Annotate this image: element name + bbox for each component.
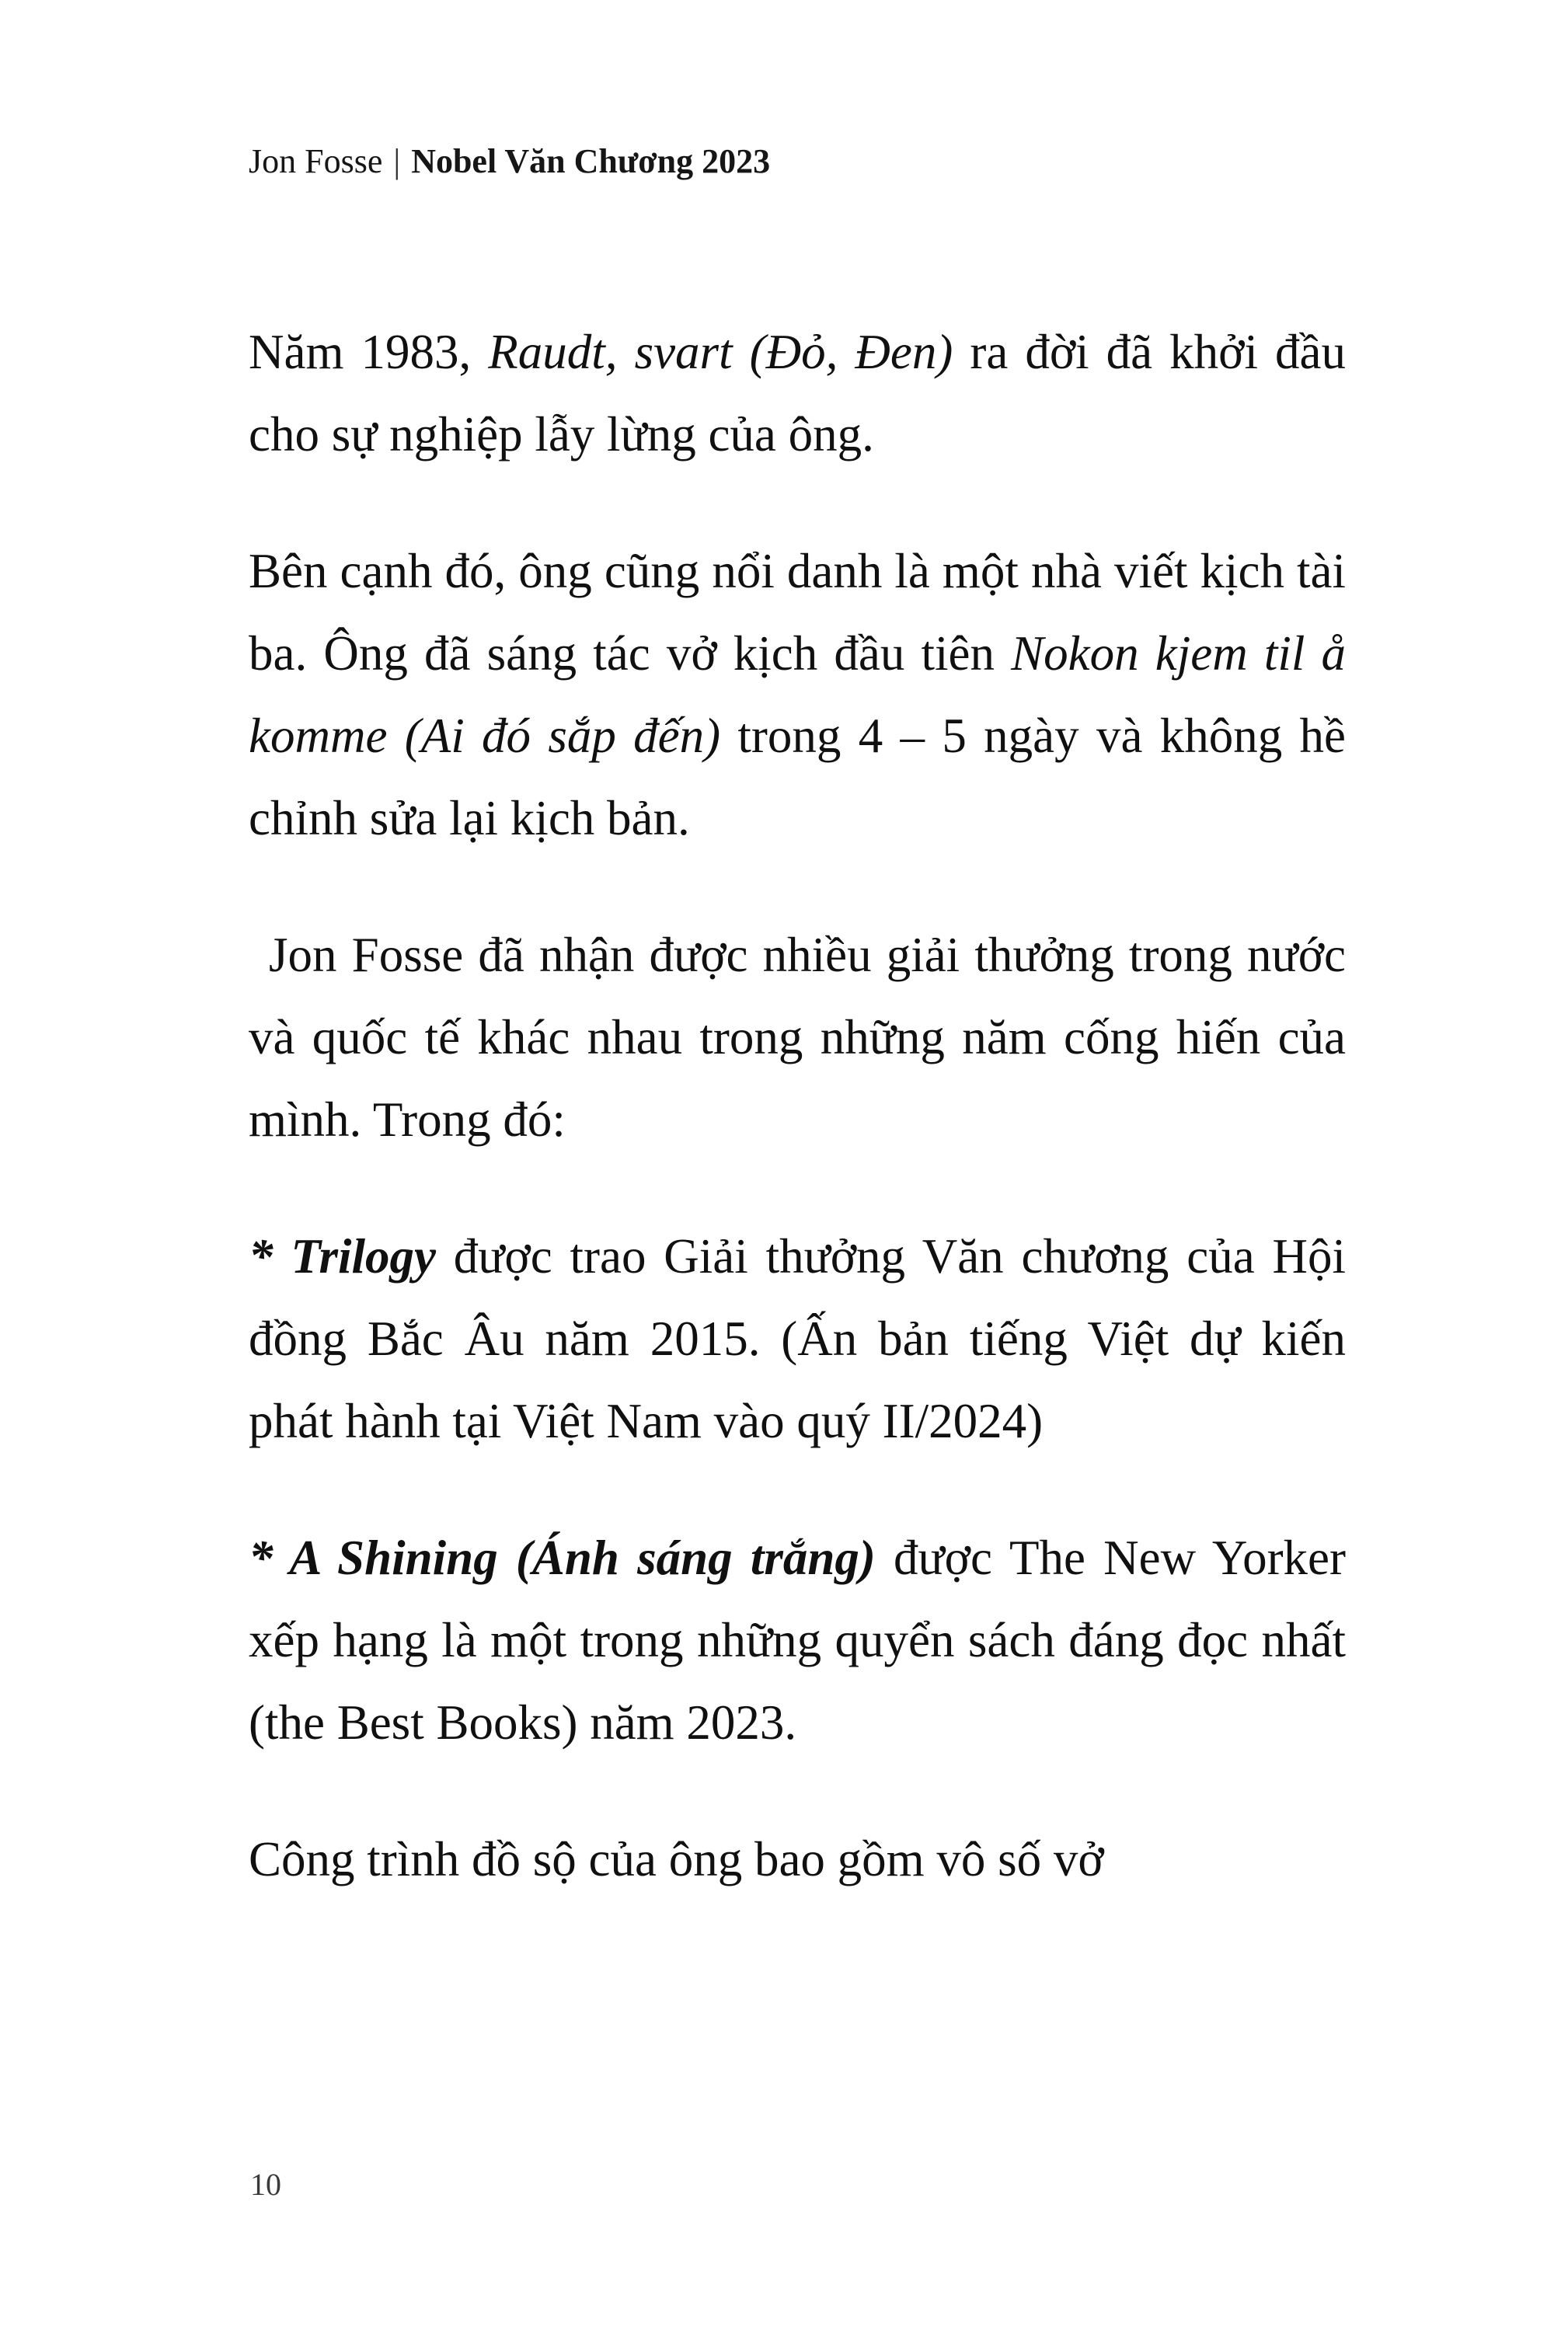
text-run: Jon Fosse đã nhận được nhiều giải thưởng trong nước và quốc tế khác nhau trong những năm cống hiến của mình. Trong đó:	[249, 928, 1346, 1147]
page-number: 10	[250, 2167, 281, 2202]
header-author: Jon Fosse	[249, 142, 383, 180]
paragraph-3	[249, 914, 1346, 1161]
text-run: ra đời đã khởi đầu cho sự nghiệp lẫy lừng của ông.	[249, 325, 1346, 462]
paragraph-6	[249, 1818, 1346, 1900]
text-run: được trao Giải thưởng Văn chương của Hội đồng Bắc Âu năm 2015. (Ấn bản tiếng Việt dự kiến phát hành tại Việt Nam vào quý II/2024)	[249, 1229, 1346, 1448]
header-book-title: Nobel Văn Chương 2023	[411, 142, 771, 180]
running-header	[249, 141, 1352, 183]
paragraph-4-bullet-trilogy	[249, 1215, 1346, 1462]
bold-italic-title-run: * A Shining (Ánh sáng trắng)	[249, 1531, 876, 1585]
paragraph-5-bullet-a-shining	[249, 1517, 1346, 1764]
text-run: được The New Yorker xếp hạng là một trong những quyển sách đáng đọc nhất (the Best Books) năm 2023.	[249, 1531, 1347, 1750]
paragraph-1	[249, 311, 1346, 476]
text-run: trong 4 – 5 ngày và không hề chỉnh sửa lại kịch bản.	[249, 709, 1347, 845]
italic-title-run: Nokon kjem til å komme (Ai đó sắp đến)	[249, 626, 1347, 763]
bold-italic-title-run: * Trilogy	[249, 1229, 436, 1284]
paragraph-2	[249, 530, 1346, 859]
header-separator: |	[393, 142, 401, 180]
page-body	[249, 311, 1346, 1955]
text-run: Năm 1983,	[249, 325, 489, 379]
italic-title-run: Raudt, svart (Đỏ, Đen)	[488, 325, 953, 379]
text-run: Bên cạnh đó, ông cũng nổi danh là một nhà viết kịch tài ba. Ông đã sáng tác vở kịch đầu tiên	[249, 544, 1346, 681]
text-run: Công trình đồ sộ của ông bao gồm vô số vở	[249, 1832, 1104, 1886]
